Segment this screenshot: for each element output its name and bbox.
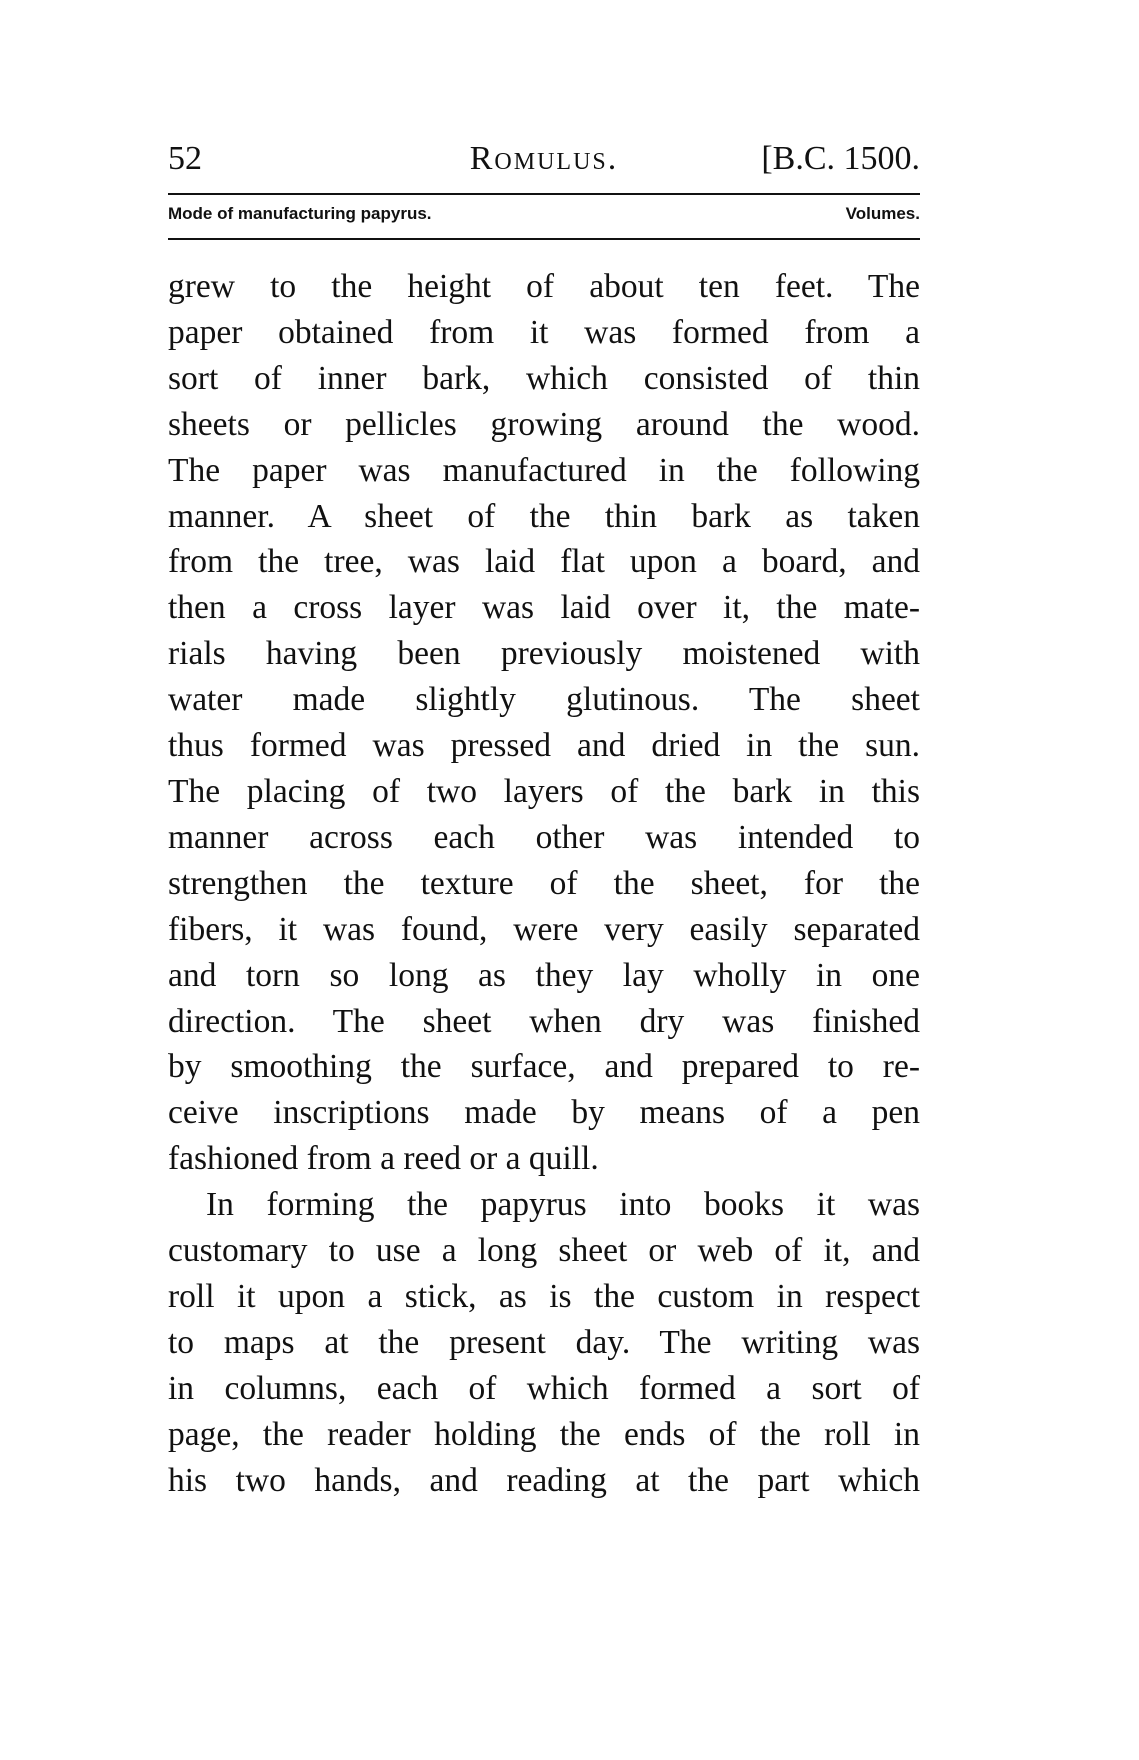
body-text: [168, 264, 920, 1503]
running-head: [168, 140, 920, 180]
text-line: ceive inscriptions made by means of a pen: [168, 1094, 920, 1132]
text-line: his two hands, and reading at the part which: [168, 1461, 920, 1499]
text-line: and torn so long as they lay wholly in one: [168, 956, 920, 994]
text-line: by smoothing the surface, and prepared to re-: [168, 1048, 920, 1086]
running-title: Romulus.: [469, 140, 619, 177]
text-line: page, the reader holding the ends of the roll in: [168, 1415, 920, 1453]
page-number: 52: [168, 140, 202, 177]
text-line: sheets or pellicles growing around the wood.: [168, 405, 920, 443]
text-line: manner across each other was intended to: [168, 818, 920, 856]
subheader-right: Volumes.: [845, 204, 920, 223]
text-line: from the tree, was laid flat upon a board, and: [168, 543, 920, 581]
text-line: then a cross layer was laid over it, the mate-: [168, 589, 920, 627]
text-line: In forming the papyrus into books it was: [206, 1186, 920, 1224]
subheader-rule: [168, 238, 920, 240]
text-line: paper obtained from it was formed from a: [168, 313, 920, 351]
text-line: to maps at the present day. The writing was: [168, 1323, 920, 1361]
text-line: customary to use a long sheet or web of it, and: [168, 1232, 920, 1270]
text-line: The placing of two layers of the bark in this: [168, 772, 920, 810]
header-rule: [168, 193, 920, 195]
text-line: roll it upon a stick, as is the custom in respect: [168, 1277, 920, 1315]
text-line: fashioned from a reed or a quill.: [168, 1140, 599, 1178]
text-line: strengthen the texture of the sheet, for the: [168, 864, 920, 902]
text-line: in columns, each of which formed a sort of: [168, 1369, 920, 1407]
text-line: The paper was manufactured in the following: [168, 451, 920, 489]
text-line: rials having been previously moistened with: [168, 635, 920, 673]
text-line: water made slightly glutinous. The sheet: [168, 681, 920, 719]
subheader-left: Mode of manufacturing papyrus.: [168, 204, 432, 223]
text-line: thus formed was pressed and dried in the sun.: [168, 727, 920, 765]
running-date: [B.C. 1500.: [761, 140, 920, 177]
text-line: direction. The sheet when dry was finished: [168, 1002, 920, 1040]
text-line: fibers, it was found, were very easily separated: [168, 910, 920, 948]
text-line: manner. A sheet of the thin bark as taken: [168, 497, 920, 535]
subheader: [168, 204, 920, 224]
text-line: grew to the height of about ten feet. The: [168, 268, 920, 305]
text-line: sort of inner bark, which consisted of thin: [168, 359, 920, 397]
